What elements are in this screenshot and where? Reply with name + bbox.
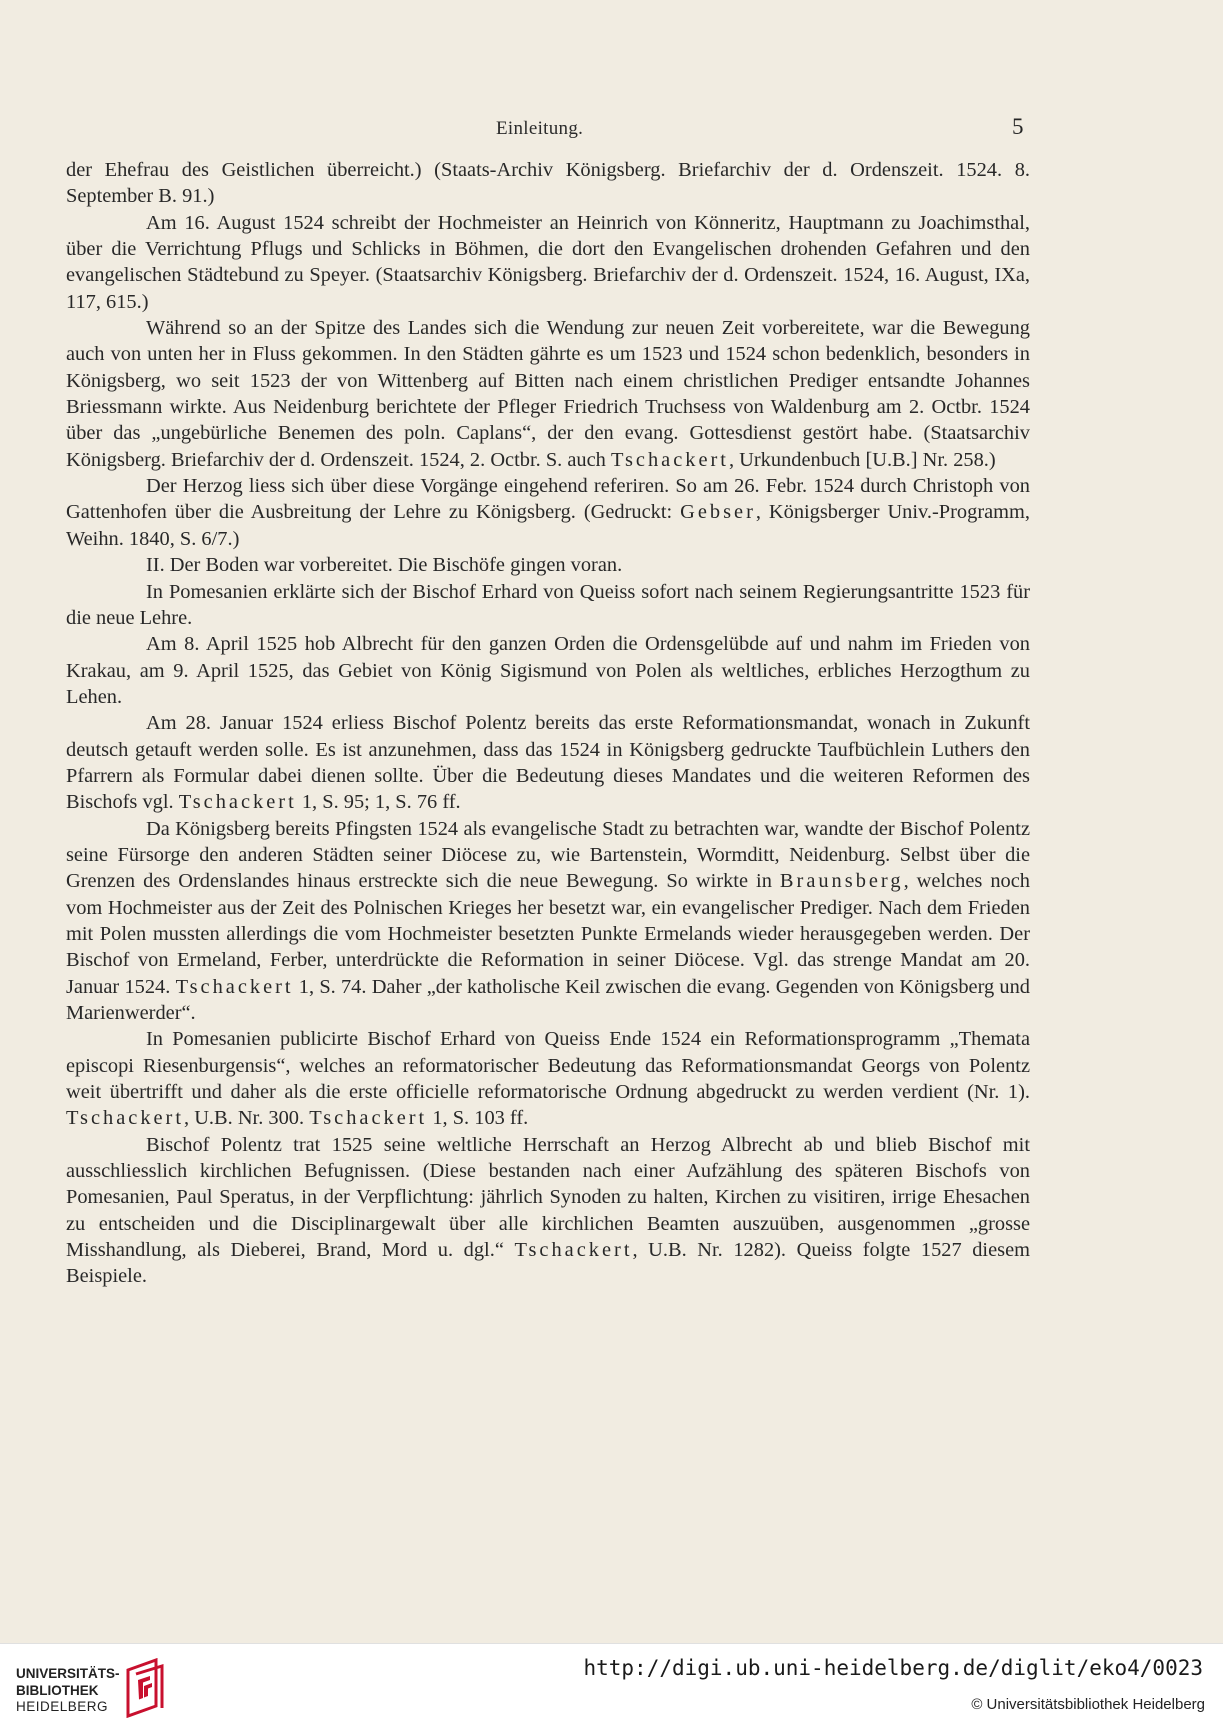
text-run: 1, S. 74. Daher „der katholische Keil zwischen die evang. Gegenden von Königsberg und Marienwerder“.	[66, 975, 1031, 1024]
text-run: Da Königsberg bereits Pfingsten 1524 als evangelische Stadt zu betrachten war, wandte der Bischof Polentz seine Fürsorge den anderen Städten seiner Diöcese zu, wie Bartenstein, Wormditt, Neidenburg. Selbst über die Grenzen des Ordenslandes hinaus erstreckte sich die neue Bewegung. So wirkte in	[66, 817, 1030, 893]
paragraph	[66, 552, 1030, 578]
text-run: In Pomesanien publicirte Bischof Erhard von Queiss Ende 1524 ein Reformationsprogramm „Themata episcopi Riesenburgensis“, welches an reformatorischer Bedeutung das Reformationsmandat Georgs von Polentz weit übertrifft und daher als die erste officielle reformatorische Ordnung abgedruckt zu werden verdient (Nr. 1).	[66, 1028, 1030, 1104]
text-run: , U.B. Nr. 300.	[184, 1107, 310, 1130]
text-run: II. Der Boden war vorbereitet. Die Bischöfe gingen voran.	[146, 554, 623, 577]
paragraph	[66, 631, 1030, 710]
text-run: , welches noch vom Hochmeister aus der Zeit des Polnischen Krieges her besetzt war, ein evangelischer Prediger. Nach dem Frieden mit Polen mussten allerdings die vom Hochmeister besetzten Punkte Ermelands wieder herausgegeben werden. Der Bischof von Ermeland, Ferber, unterdrückte die Reformation in seiner Diöcese. Vgl. das strenge Mandat am 20. Januar 1524.	[66, 870, 1030, 998]
text-run: Der Herzog liess sich über diese Vorgänge eingehend referiren. So am 26. Febr. 1524 durch Christoph von Gattenhofen über die Ausbreitung der Lehre zu Königsberg. (Gedruckt:	[66, 475, 1030, 524]
text-run: , Königsberger Univ.-Programm, Weihn. 1840, S. 6/7.)	[66, 501, 1030, 550]
paragraph	[66, 157, 1030, 210]
logo-line-1: UNIVERSITÄTS-	[16, 1666, 120, 1681]
text-run: Am 8. April 1525 hob Albrecht für den ganzen Orden die Ordensgelübde auf und nahm im Frieden von Krakau, am 9. April 1525, das Gebiet von König Sigismund von Polen als weltliches, erbliches Herzogthum zu Lehen.	[66, 633, 1030, 708]
paragraph	[66, 579, 1030, 632]
library-logo[interactable]	[16, 1658, 216, 1722]
spaced-name: Gebser	[680, 501, 756, 524]
text-run: In Pomesanien erklärte sich der Bischof Erhard von Queiss sofort nach seinem Regierungsantritte 1523 für die neue Lehre.	[66, 580, 1030, 629]
running-title: Einleitung.	[496, 118, 584, 139]
text-run: der Ehefrau des Geistlichen überreicht.) (Staats-Archiv Königsberg. Briefarchiv der d. Ordenszeit. 1524. 8. September B. 91.)	[66, 159, 1030, 208]
logo-line-2: BIBLIOTHEK	[16, 1682, 99, 1698]
page-header	[0, 114, 1223, 144]
paragraph	[66, 1132, 1030, 1290]
permalink-url[interactable]: http://digi.ub.uni-heidelberg.de/diglit/eko4/0023	[583, 1656, 1203, 1680]
spaced-name: Braunsberg	[779, 870, 904, 893]
logo-line-3: HEIDELBERG	[16, 1699, 109, 1714]
spaced-name: Tschackert	[178, 791, 297, 814]
text-run: , U.B. Nr. 1282). Queiss folgte 1527 diesem Beispiele.	[66, 1239, 1030, 1288]
paragraph	[66, 473, 1030, 552]
spaced-name: Tschackert	[309, 1107, 428, 1130]
logo-text	[16, 1666, 120, 1716]
paragraph	[66, 210, 1030, 315]
spaced-name: Tschackert	[514, 1239, 633, 1262]
footer-bar	[0, 1643, 1223, 1732]
paragraph	[66, 710, 1030, 815]
text-run: Bischof Polentz trat 1525 seine weltliche Herrschaft an Herzog Albrecht ab und blieb Bischof mit ausschliesslich kirchlichen Befugnissen. (Diese bestanden nach einer Aufzählung des späteren Bischofs von Pomesanien, Paul Speratus, in der Verpflichtung: jährlich Synoden zu halten, Kirchen zu visitiren, irrige Ehesachen zu entscheiden und die Disciplinargewalt über alle kirchlichen Beamten auszuüben, ausgenommen „grosse Misshandlung, als Dieberei, Brand, Mord u. dgl.“	[66, 1133, 1030, 1262]
text-run: Während so an der Spitze des Landes sich die Wendung zur neuen Zeit vorbereitete, war die Bewegung auch von unten her in Fluss gekommen. In den Städten gährte es um 1523 und 1524 schon bedenklich, besonders in Königsberg, wo seit 1523 der von Wittenberg auf Bitten nach einem christlichen Prediger entsandte Johannes Briessmann wirkte. Aus Neidenburg berichtete der Pfleger Friedrich Truchsess von Waldenburg am 2. Octbr. 1524 über das „ungebürliche Benemen des poln. Caplans“, der den evang. Gottesdienst gestört habe. (Staatsarchiv Königsberg. Briefarchiv der d. Ordenszeit. 1524, 2. Octbr. S. auch	[66, 317, 1030, 471]
text-run: Am 16. August 1524 schreibt der Hochmeister an Heinrich von Könneritz, Hauptmann zu Joachimsthal, über die Verrichtung Pflugs und Schlicks in Böhmen, die dort den Evangelischen drohenden Gefahren und den evangelischen Städtebund zu Speyer. (Staatsarchiv Königsberg. Briefarchiv der d. Ordenszeit. 1524, 16. August, IXa, 117, 615.)	[66, 211, 1030, 313]
text-run: 1, S. 103 ff.	[427, 1107, 529, 1130]
library-emblem-icon	[122, 1658, 168, 1718]
text-run: 1, S. 95; 1, S. 76 ff.	[296, 791, 461, 814]
spaced-name: Tschackert	[610, 448, 729, 471]
copyright-notice: © Universitätsbibliothek Heidelberg	[971, 1696, 1205, 1713]
paragraph	[66, 315, 1030, 473]
spaced-name: Tschackert	[66, 1107, 185, 1130]
page-number: 5	[1012, 114, 1024, 139]
text-run: , Urkundenbuch [U.B.] Nr. 258.)	[728, 448, 996, 471]
paragraph	[66, 816, 1030, 1027]
spaced-name: Tschackert	[175, 975, 294, 998]
paragraph	[66, 1026, 1030, 1131]
body-text	[66, 157, 1030, 1290]
text-run: Am 28. Januar 1524 erliess Bischof Polentz bereits das erste Reformationsmandat, wonach in Zukunft deutsch getauft werden solle. Es ist anzunehmen, dass das 1524 in Königsberg gedruckte Taufbüchlein Luthers den Pfarrern als Formular dabei dienen sollte. Über die Bedeutung dieses Mandates und die weiteren Reformen des Bischofs vgl.	[66, 712, 1030, 814]
